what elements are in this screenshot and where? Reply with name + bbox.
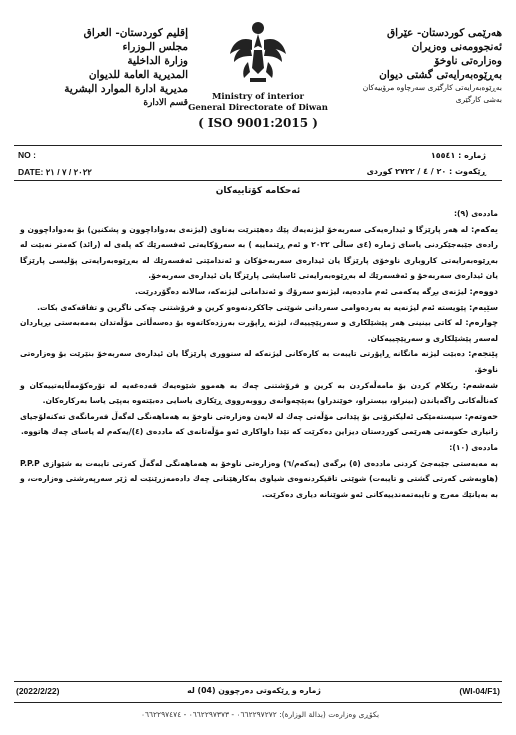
header-right-line: ئەنجوومەنی وەزیران bbox=[411, 41, 502, 53]
kurdish-header bbox=[322, 26, 502, 106]
ref-date-ku: ڕێکەوت : ٢٠ / ٤ / ٢٧٢٢ کوردی bbox=[366, 167, 486, 176]
clause-paragraph: چوارەم: لە کاتی بینینی هەر پێشێلکاری و سەرپێچییەك، لیژنە ڕاپۆرت بەرزدەکاتەوە بۆ دەسەڵاتی مۆڵەتدان بەمەبەستی بڕیاردان لەسەر پێشێلکاری و سەرپێچییەکان. bbox=[20, 317, 498, 343]
document-title: ئەحکامە کۆتاییەکان bbox=[215, 186, 301, 196]
header-divider bbox=[14, 145, 502, 146]
article-heading: ماددەی (٩): bbox=[453, 209, 498, 218]
header-left-line: المديرية العامة للديوان bbox=[88, 69, 188, 81]
clause-paragraph: پێنجەم: دەبێت لیژنە مانگانە ڕاپۆرتی تایبەت بە کارەکانی لیژنەکە لە سنووری پارێزگا یان ئیدارەی سەربەخۆ بنێرێت بۆ وەزارەتی ناوخۆ. bbox=[20, 348, 498, 374]
clause-paragraph: سێیەم: پێویستە ئەم لیژنەیە بە بەردەوامی سەردانی شوێنی جاککردنەوەو کرین و فرۆشتنی چەکی ناگرین و تفاقەکەی بکات. bbox=[37, 301, 498, 312]
header-left-line: إقليم كوردستان- العراق bbox=[83, 27, 188, 39]
document-footer bbox=[14, 684, 502, 700]
header-right-subline: بەشی کارگێری bbox=[455, 95, 502, 104]
footer-top-divider bbox=[14, 681, 502, 682]
arabic-header bbox=[18, 26, 188, 110]
ministry-emblem-icon bbox=[226, 18, 290, 88]
ref-number-ku: ژمارە : ١٥٥٤١ bbox=[430, 151, 486, 160]
header-left-line: مجلس الـوزراء bbox=[122, 41, 188, 53]
header-left-dept: قسم الادارة bbox=[143, 98, 188, 108]
clause-paragraph: یەکەم: لە هەر پارێزگا و ئیدارەیەکی سەربەخۆ لیژنەیەك پێك دەهێنرێت بەناوی (لیژنەی بەدواداچوون و پشکنین) بۆ بەدواداچوون و رادەی جێبەجێکردنی یاسای ژمارە (٤ی ساڵی ٢٠٢٢ و ئەم ڕێنماییە ) بە سەرۆکایەتی ئەفسەرێك کە پلەی لە (رائد) کەمتر نەبێت لە بەڕێوەبەرایەتی کاروباری ناوخۆی پارێزگا یان ئیدارەی سەربەخۆکان و ئەندامێتی ئەفسەرێك لە بەڕێوەبەرایەتی پۆلیسی پارێزگا یان ئیدارەی سەربەخۆ و ئەفسەرێك لە بەڕێوەبەرایەتی ئاسایشی پارێزگا یان ئیدارەی سەربەخۆ. bbox=[20, 223, 498, 281]
footer-issue-label: ژمارە و ڕێکەوتی دەرچوون (04) لە bbox=[187, 686, 321, 695]
directorate-name-en: General Directorate of Diwan bbox=[188, 103, 328, 113]
header-right-subline: بەڕێوەبەرایەتی کارگێری سەرچاوە مرۆییەکان bbox=[362, 83, 502, 92]
ref-divider bbox=[14, 180, 502, 181]
ref-number-en: NO : bbox=[18, 150, 36, 160]
footer-bottom-divider bbox=[14, 702, 502, 703]
clause-paragraph: شەشەم: ریکلام کردن بۆ مامەڵەکردن بە کرین و فرۆشتنی چەك بە هەموو شێوەیەك قەدەغەیە لە تۆرەکۆمەڵایەتییەکان و کەناڵەکانی راگەیاندن (بینراو، بیستراو، خوێندراو) بەپێچەوانەی رووبەرووی ڕێکاری یاسایی دەبێتەوە بەپێی یاسا بەرکارەکان. bbox=[20, 379, 498, 406]
footer-issue-date: (2022/2/22) bbox=[16, 686, 60, 696]
ref-date-en: DATE: ٢٠٢٢ / ٧ / ٢١ bbox=[18, 167, 92, 177]
header-left-line: وزارة الداخلية bbox=[127, 55, 188, 67]
header-right-line: هەرێمی کوردستان- عێراق bbox=[387, 27, 502, 39]
clause-paragraph: دووەم: لیژنەی بڕگە یەکەمی ئەم ماددەیە، لیژنەو سەرۆك و ئەندامانی لیژنەکە، سالانە دەگۆردرێت. bbox=[135, 285, 498, 296]
ministry-name-en: Ministry of interior bbox=[211, 92, 305, 102]
header-right-line: بەڕێوەبەرایەتی گشتی دیوان bbox=[379, 69, 502, 81]
header-left-line: مديرية ادارة الموارد البشرية bbox=[64, 83, 188, 95]
header-right-line: وەزارەتی ناوخۆ bbox=[434, 55, 502, 67]
ministry-identity bbox=[186, 92, 330, 131]
clause-paragraph: بە مەبەستی جێبەجێ کردنی ماددەی (٥) برگەی (یەکەم/٦) وەزارەتی ناوخۆ بە هەماهەنگی لەگەڵ کەرتی تایبەت بە شێوازی P.P.P (هاوبەشی کەرتی گشتی و تایبەت) شوێنی تاقیکردنەوەی شیاوی بەکارهێنانی چەك دادەمەزرێنێت لە ژێر سەرپەرشتی وەزارەت، و بە بەیانێك مەرج و تایبەتمەندییەکانی ئەو شوێنانە دیاری دەکرێت. bbox=[20, 458, 498, 499]
article-heading: ماددەی (١٠): bbox=[449, 442, 498, 452]
clause-paragraph: حەوتەم: سیستەمێکی ئەلیکترۆنی بۆ پێدانی مۆڵەتی چەك لە لایەن وەزارەتی ناوخۆ بە هەماهەنگی لەگەڵ فەرمانگەی تەکنەلۆجیای زانیاری حکومەتی هەرێمی کوردستان دیزاین دەکرێت کە تێدا داواکاری ئەو مۆڵەتانەی کە ماددەی (٤)/یەکەم لە یاسای چەك هاتووە. bbox=[20, 410, 498, 437]
footer-form-code: (WI-04/F1) bbox=[459, 686, 500, 696]
iso-certification: ( ISO 9001:2015 ) bbox=[198, 116, 318, 130]
footer-contact: بکۆڕی وەزارەت (بدالة الوزارة): ٠٦٦٢٢٩٧٢٧٢ - ٠٦٦٢٢٩٧٣٧٣ - ٠٦٦٢٢٩٧٤٧٤ bbox=[140, 710, 380, 719]
document-body bbox=[20, 206, 498, 502]
